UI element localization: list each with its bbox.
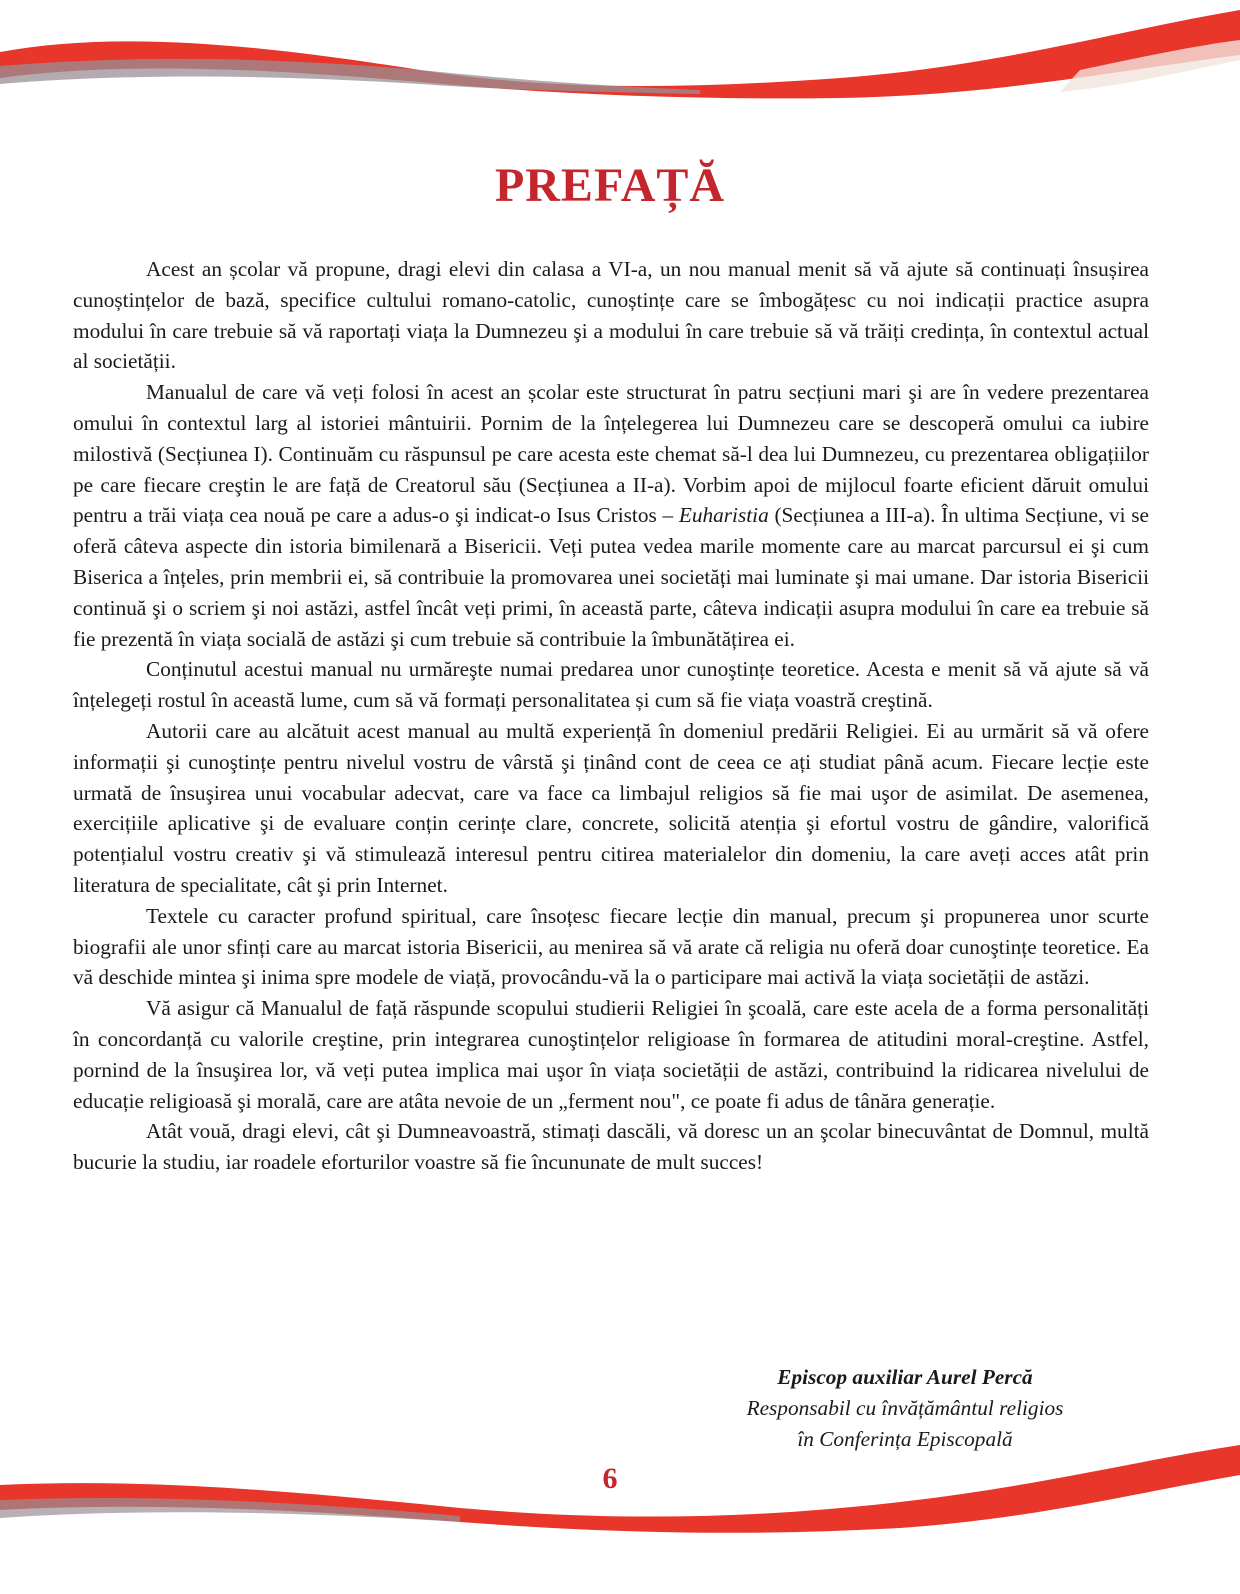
- paragraph: Acest an școlar vă propune, dragi elevi din calasa a VI-a, un nou manual menit să vă ajute să continuați însușirea cunoștințelor de bază, specifice cultului romano-catolic, cunoștințe care se îmbogățesc cu noi indicații practice asupra modului în care trebuie să vă raportați viața la Dumnezeu şi a modului în care trebuie să vă trăiți credința, în contextul actual al societății.: [73, 257, 1149, 374]
- emphasized-term: Euharistia: [678, 503, 769, 528]
- paragraph: [73, 377, 1149, 654]
- paragraph: Autorii care au alcătuit acest manual au multă experiență în domeniul predării Religiei. Ei au urmărit să vă ofere informații şi cunoştințe pentru nivelul vostru de vârstă şi ținând cont de ceea ce ați studiat până acum. Fiecare lecție este urmată de însuşirea unui vocabular adecvat, care va face ca limbajul religios să fie mai uşor de asimilat. De asemenea, exercițiile aplicative şi de evaluare conțin cerințe clare, concrete, solicită atenția şi efortul vostru de gândire, valorifică potențialul vostru creativ şi vă stimulează interesul pentru citirea materialelor din domeniu, la care aveți acces atât prin literatura de specialitate, cât şi prin Internet.: [73, 718, 1149, 897]
- signature-name: Episcop auxiliar Aurel Percă: [777, 1365, 1033, 1389]
- paragraph: Atât vouă, dragi elevi, cât şi Dumneavoastră, stimați dascăli, vă doresc un an şcolar binecuvântat de Domnul, multă bucurie la studiu, iar roadele eforturilor voastre să fie încununate de mult succes!: [73, 1119, 1149, 1175]
- signature-role: Responsabil cu învățământul religios: [746, 1395, 1064, 1420]
- paragraph: Conținutul acestui manual nu urmăreşte numai predarea unor cunoştințe teoretice. Acesta e menit să vă ajute să vă înțelegeți rostul în această lume, cum să vă formați personalitatea și cum să fie viața voastră creştină.: [73, 657, 1149, 713]
- page-number: 6: [602, 1462, 618, 1495]
- paragraph-text: (Secțiunea a III-a). În ultima Secțiune, vi se oferă câteva aspecte din istoria bimilenară a Bisericii. Veți putea vedea marile momente care au marcat parcursul ei şi cum Biserica a înțeles, prin membrii ei, să contribuie la promovarea unei societăți mai luminate şi mai umane. Dar istoria Bisericii continuă şi o scriem şi noi astăzi, astfel încât veți primi, în această parte, câteva indicații asupra modului în care ea trebuie să fie prezentă în viața socială de astăzi şi cum trebuie să contribuie la îmbunătățirea ei.: [73, 503, 1149, 651]
- page-title: PREFAȚĂ: [494, 159, 726, 212]
- preface-body: [73, 254, 1149, 1178]
- paragraph: Textele cu caracter profund spiritual, care însoțesc fiecare lecție din manual, precum şi propunerea unor scurte biografii ale unor sfinți care au marcat istoria Bisericii, au menirea să vă arate că religia nu oferă doar cunoştințe teoretice. Ea vă deschide mintea şi inima spre modele de viață, provocându-vă la o participare mai activă la viața societății de astăzi.: [73, 903, 1149, 990]
- signature-role: în Conferința Episcopală: [797, 1426, 1013, 1451]
- paragraph-text: Manualul de care vă veți folosi în acest an școlar este structurat în patru secțiuni mari şi are în vedere prezentarea omului în contextul larg al istoriei mântuirii. Pornim de la înțelegerea lui Dumnezeu care se descoperă omului ca iubire milostivă (Secțiunea I). Continuăm cu răspunsul pe care acesta este chemat să-l dea lui Dumnezeu, cu prezentarea obligațiilor pe care fiecare creştin le are față de Creatorul său (Secțiunea a II-a). Vorbim apoi de mijlocul foarte eficient dăruit omului pentru a trăi viața cea nouă pe care a adus-o şi indicat-o Isus Cristos –: [73, 380, 1149, 528]
- paragraph: Vă asigur că Manualul de față răspunde scopului studierii Religiei în şcoală, care este acela de a forma personalități în concordanță cu valorile creştine, prin integrarea cunoştințelor religioase în formarea de atitudini moral-creştine. Astfel, pornind de la însuşirea lor, vă veți putea implica mai uşor în viața societății de astăzi, contribuind la ridicarea nivelului de educație religioasă şi morală, care are atâta nevoie de un „ferment nou", ce poate fi adus de tânăra generație.: [73, 996, 1149, 1113]
- decorative-wave-top: [0, 0, 1240, 120]
